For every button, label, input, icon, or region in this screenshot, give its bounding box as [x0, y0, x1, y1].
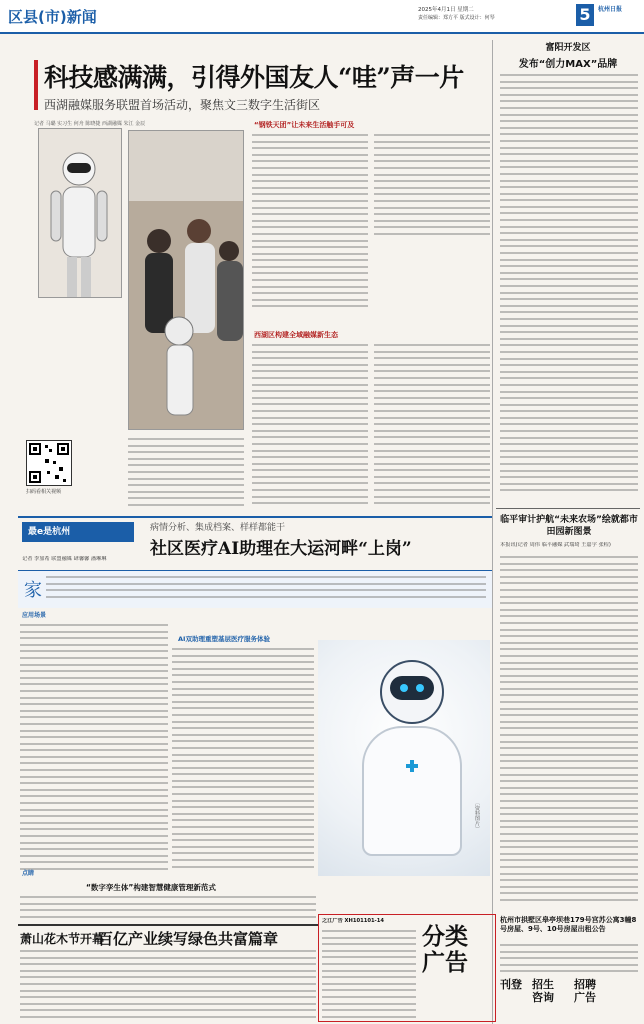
crowd-photo-illustration — [129, 131, 244, 430]
lead-column-1 — [128, 438, 244, 510]
lead-subtitle: 西湖融媒服务联盟首场活动，聚焦文三数字生活街区 — [44, 98, 321, 112]
qr-code-icon — [27, 441, 71, 485]
right-top-title-1: 富阳开发区 — [545, 43, 591, 53]
ai-intro-text — [46, 576, 486, 604]
recruit-label-right — [574, 978, 596, 1004]
recruit-label-left — [500, 978, 522, 991]
issue-date: 2025年4月1日 星期二 — [418, 7, 474, 13]
lower-title-right: 百亿产业续写绿色共富篇章 — [98, 930, 279, 948]
robot-coat — [362, 726, 462, 856]
right-top-title-2: 发布“创力MAX”品牌 — [518, 59, 618, 70]
lead-column-2 — [252, 134, 368, 314]
recruit-d: 招聘 — [574, 978, 596, 991]
paper-name: 杭州日报 — [598, 6, 623, 13]
lead-byline: 记者 马璐 实习生 何舟 陈晓捷 西湖融媒 朱江 金辰 — [34, 121, 146, 127]
ai-dropcap: 家 — [24, 580, 42, 601]
classified-label — [422, 924, 468, 976]
qr-code[interactable] — [26, 440, 72, 486]
right-mid-byline: 本报讯(记者 周伟 临平融媒 武瑞琦 王嘉宇 张程) — [500, 542, 611, 548]
robot-photo — [38, 128, 122, 298]
headline-accent-bar — [34, 60, 38, 110]
digital-twin-body — [20, 896, 316, 924]
lead-column-5 — [374, 344, 490, 512]
robot-caption: 〔资料图片〕 — [474, 800, 480, 832]
ai-byline: 记者 李加希 联盟融媒 肆馨馨 潘琳琳 — [22, 556, 107, 562]
ai-sub-tag: 点睛 — [22, 870, 35, 877]
rental-notice-body — [500, 944, 638, 974]
medical-cross-icon — [406, 760, 418, 772]
classified-left-body — [322, 930, 416, 1018]
classified-label-line1: 分类 — [422, 923, 468, 950]
qr-caption: 扫码看相关视频 — [26, 489, 62, 495]
lead-column-3 — [252, 344, 368, 512]
recruit-label-mid — [532, 978, 554, 1004]
page-number: 5 — [576, 4, 594, 26]
right-mid-title: 临平审计护航“未来农场”绘就都市田园新图景 — [500, 515, 638, 537]
recruit-b: 招生 — [532, 978, 554, 991]
lead-subhead-media: 西湖区构建全域融媒新生态 — [254, 331, 338, 339]
crowd-photo — [128, 130, 244, 430]
robot-eye-left — [400, 684, 408, 692]
robot-eye-right — [416, 684, 424, 692]
lead-column-4 — [374, 134, 490, 244]
right-mid-rule — [496, 508, 640, 509]
rental-notice-title: 杭州市拱墅区皋亭坝巷179号宫苏公寓3幢8号房屋、9号、10号房屋出租公告 — [500, 916, 637, 933]
ai-box-title: AI双助理重塑基层医疗服务体验 — [178, 635, 270, 643]
recruit-c: 咨询 — [532, 991, 554, 1004]
lower-rule — [18, 924, 318, 926]
ai-story-rule — [18, 516, 492, 518]
section-title: 区县(市)新闻 — [8, 8, 97, 26]
ai-column-1 — [20, 624, 168, 874]
lower-body — [20, 950, 316, 1022]
column-divider — [492, 40, 493, 1024]
digital-twin-head: “数字孪生体”构建智慧健康管理新范式 — [86, 883, 216, 892]
right-top-story — [496, 40, 640, 70]
lead-headline: 科技感满满，引得外国友人“哇”声一片 — [44, 63, 464, 92]
editor-credits: 责任编辑：郑方平 版式设计：何琴 — [418, 15, 495, 21]
robot-visor — [390, 676, 434, 700]
ai-section-tag: 应用场景 — [22, 612, 47, 619]
right-mid-body — [500, 556, 638, 908]
robot-photo-illustration — [39, 129, 122, 298]
recruit-e: 广告 — [574, 991, 596, 1004]
ai-kicker: 病情分析、集成档案、样样都能干 — [150, 523, 286, 533]
recruit-a: 刊登 — [500, 978, 522, 991]
classified-left-head: 之江广告 XH101101-14 — [322, 918, 384, 924]
lead-subhead-robots: “钢铁天团”让未来生活触手可及 — [254, 121, 355, 129]
lower-title-left: 萧山花木节开幕 — [20, 932, 105, 946]
column-tag: 最e是杭州 — [22, 522, 134, 542]
ai-headline: 社区医疗AI助理在大运河畔“上岗” — [150, 539, 412, 559]
right-top-body — [500, 74, 638, 504]
classified-label-line2: 广告 — [422, 949, 468, 976]
